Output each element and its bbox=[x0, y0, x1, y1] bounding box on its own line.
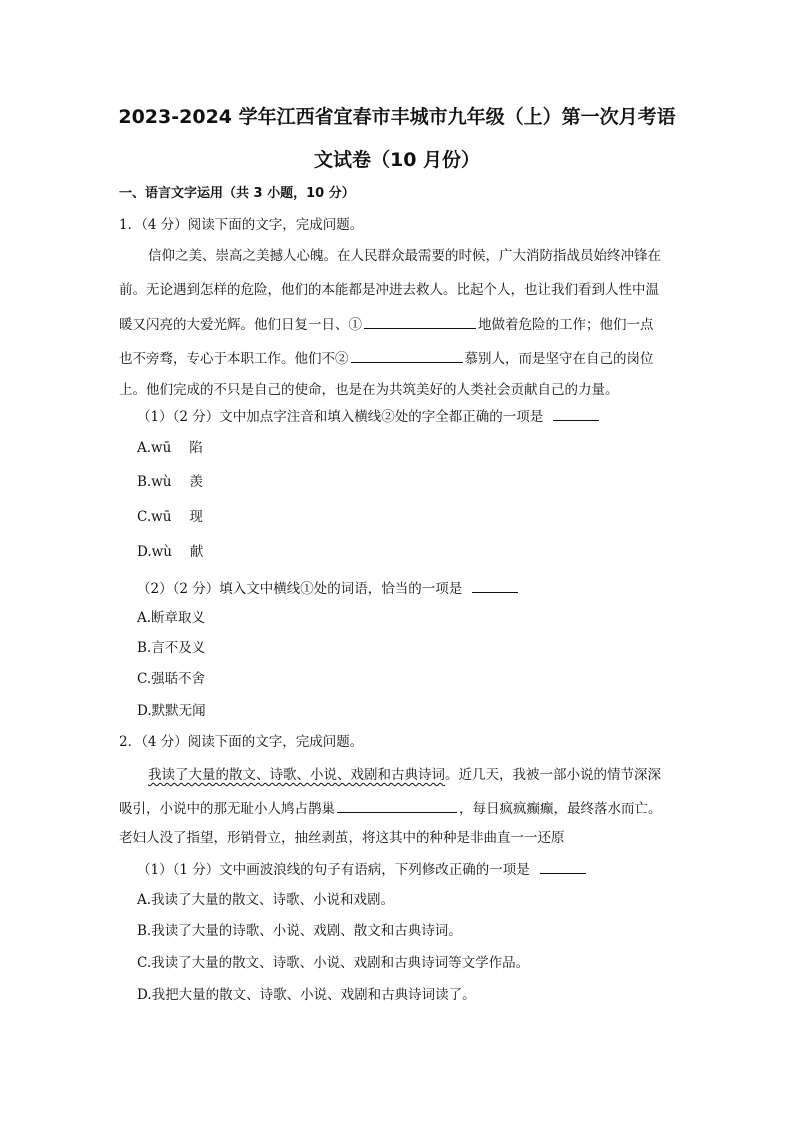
page-title-line-1: 2023-2024 学年江西省宜春市丰城市九年级（上）第一次月考语 bbox=[118, 106, 676, 128]
q1-passage-line-5: 上。他们完成的不只是自己的使命，也是在为共筑美好的人类社会贡献自己的力量。 bbox=[119, 382, 619, 398]
answer-blank[interactable] bbox=[540, 858, 586, 874]
q1-sub2-option-b[interactable]: B.言不及义 bbox=[137, 640, 206, 656]
wavy-underlined-sentence: 我读了大量的散文、诗歌、小说、戏剧和古典诗词 bbox=[148, 767, 445, 783]
blank-2[interactable] bbox=[351, 347, 463, 363]
q1-passage-line-3-end: 地做着危险的工作；他们一点 bbox=[478, 317, 654, 333]
blank-3[interactable] bbox=[337, 797, 457, 813]
section-heading: 一、语言文字运用（共 3 小题，10 分） bbox=[119, 186, 355, 201]
q1-passage-line-2: 前。无论遇到怎样的危险，他们的本能都是冲进去救人。比起个人，也让我们看到人性中温 bbox=[119, 282, 659, 298]
q1-sub1-option-b[interactable]: B.wù 羡 bbox=[137, 474, 203, 490]
answer-blank[interactable] bbox=[472, 577, 518, 593]
q2-sub1-stem: （1）（1 分）文中画波浪线的句子有语病，下列修改正确的一项是 bbox=[137, 858, 697, 880]
q1-sub1-stem: （1）（2 分）文中加点字注音和填入横线②处的字全都正确的一项是 bbox=[137, 405, 697, 427]
q2-sub1-option-a[interactable]: A.我读了大量的散文、诗歌、小说和戏剧。 bbox=[137, 892, 395, 908]
q1-sub1-option-a[interactable]: A.wū 陷 bbox=[137, 440, 203, 456]
q2-sub1-option-d[interactable]: D.我把大量的散文、诗歌、小说、戏剧和古典诗词读了。 bbox=[137, 987, 476, 1003]
q1-sub2-option-a[interactable]: A.断章取义 bbox=[137, 610, 206, 626]
q1-stem: 1．（4 分）阅读下面的文字，完成问题。 bbox=[119, 217, 364, 233]
q1-passage-line-4 bbox=[119, 347, 679, 369]
q1-passage-line-1: 信仰之美、崇高之美撼人心魄。在人民群众最需要的时候，广大消防指战员始终冲锋在 bbox=[148, 248, 661, 264]
q2-passage-line-2: 吸引，小说中的那无耻小人鸠占鹊巢 ，每日疯疯癫癫，最终落水而亡。 bbox=[119, 797, 679, 819]
page-title-line-2: 文试卷（10 月份） bbox=[313, 149, 481, 171]
q1-sub1-option-d[interactable]: D.wù 献 bbox=[137, 544, 204, 560]
blank-1[interactable] bbox=[364, 313, 476, 329]
q1-passage-line-3 bbox=[119, 313, 679, 335]
q1-passage-line-3-start: 暖又闪亮的大爱光辉。他们日复一日、① bbox=[119, 317, 362, 333]
q1-sub2-option-d[interactable]: D.默默无闻 bbox=[137, 703, 206, 719]
q2-passage-line-3: 老妇人没了指望，形销骨立，抽丝剥茧，将这其中的种种是非曲直一一还原 bbox=[119, 830, 565, 846]
answer-blank[interactable] bbox=[553, 405, 599, 421]
q1-sub1-option-c[interactable]: C.wū 现 bbox=[137, 509, 203, 525]
q2-stem: 2．（4 分）阅读下面的文字，完成问题。 bbox=[119, 734, 364, 750]
q1-passage-line-4-start: 也不旁骛，专心于本职工作。他们不② bbox=[119, 351, 349, 367]
q2-sub1-option-b[interactable]: B.我读了大量的诗歌、小说、戏剧、散文和古典诗词。 bbox=[137, 923, 462, 939]
q1-sub2-option-c[interactable]: C.强聒不舍 bbox=[137, 671, 206, 687]
q1-passage-line-4-end: 慕别人，而是坚守在自己的岗位 bbox=[464, 351, 654, 367]
q2-sub1-option-c[interactable]: C.我读了大量的散文、诗歌、小说、戏剧和古典诗词等文学作品。 bbox=[137, 955, 530, 971]
q2-passage-line-1: 我读了大量的散文、诗歌、小说、戏剧和古典诗词。近几天，我被一部小说的情节深深 bbox=[148, 767, 661, 783]
q1-sub2-stem: （2）（2 分）填入文中横线①处的词语，恰当的一项是 bbox=[137, 577, 697, 599]
